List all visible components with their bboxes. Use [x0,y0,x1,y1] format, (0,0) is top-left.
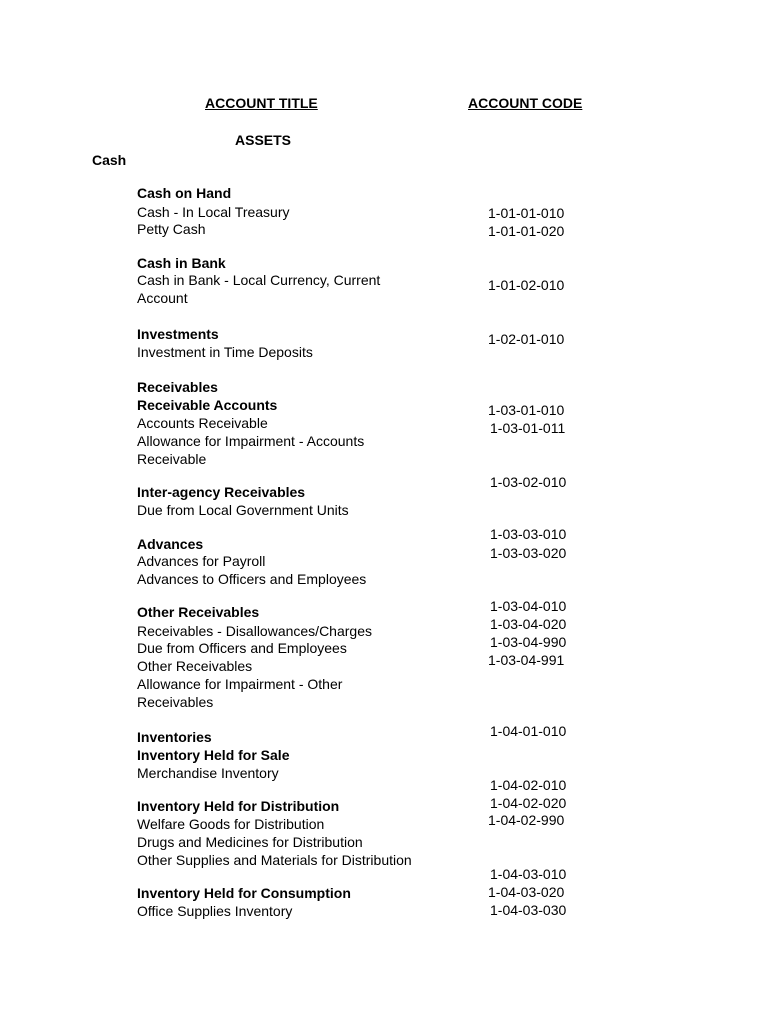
account-code: 1-03-01-010 [488,402,565,418]
account-code: 1-04-01-010 [490,723,567,739]
account-title: Advances for Payroll [137,553,266,569]
group-heading: Inventory Held for Consumption [137,885,351,901]
account-title: Investment in Time Deposits [137,344,313,360]
assets-heading: ASSETS [235,132,292,148]
group-heading: Investments [137,326,219,342]
account-code: 1-01-01-020 [488,223,565,239]
account-title: Other Supplies and Materials for Distribution [137,852,412,868]
group-heading: Receivable Accounts [137,397,278,413]
account-title: Cash - In Local Treasury [137,204,290,220]
account-title: Due from Local Government Units [137,502,349,518]
account-title: Other Receivables [137,658,253,674]
account-code: 1-04-02-010 [490,777,567,793]
account-code: 1-03-02-010 [490,474,567,490]
account-code: 1-03-04-990 [490,634,567,650]
account-code: 1-01-01-010 [488,205,565,221]
account-code: 1-04-03-010 [490,866,567,882]
account-title: Receivables [137,694,214,710]
account-code-header: ACCOUNT CODE [468,95,583,111]
account-code: 1-03-03-010 [490,526,567,542]
account-title: Allowance for Impairment - Other [137,676,343,692]
account-title: Allowance for Impairment - Accounts [137,433,365,449]
account-code: 1-03-04-010 [490,598,567,614]
group-heading: Cash in Bank [137,255,226,271]
group-heading: Other Receivables [137,604,260,620]
account-title: Advances to Officers and Employees [137,571,367,587]
account-title: Receivables - Disallowances/Charges [137,623,372,639]
group-heading: Receivables [137,379,218,395]
account-title: Accounts Receivable [137,415,268,431]
account-title: Account [137,290,188,306]
cash-heading: Cash [92,152,127,168]
account-code: 1-03-03-020 [490,545,567,561]
account-title: Drugs and Medicines for Distribution [137,834,363,850]
account-code: 1-04-03-030 [490,902,567,918]
account-title: Cash in Bank - Local Currency, Current [137,272,381,288]
account-title: Due from Officers and Employees [137,640,347,656]
account-title: Welfare Goods for Distribution [137,816,325,832]
group-heading: Cash on Hand [137,185,232,201]
group-heading: Inter-agency Receivables [137,484,306,500]
account-code: 1-04-02-990 [488,812,565,828]
account-title-header: ACCOUNT TITLE [205,95,318,111]
account-code: 1-03-01-011 [490,420,566,436]
group-heading: Advances [137,536,204,552]
group-heading: Inventory Held for Distribution [137,798,340,814]
account-code: 1-04-03-020 [488,884,565,900]
account-title: Receivable [137,451,207,467]
account-code: 1-03-04-020 [490,616,567,632]
account-title: Office Supplies Inventory [137,903,293,919]
account-title: Merchandise Inventory [137,765,279,781]
account-title: Petty Cash [137,221,206,237]
group-heading: Inventories [137,729,212,745]
account-code: 1-03-04-991 [488,652,565,668]
account-code: 1-02-01-010 [488,331,565,347]
account-code: 1-01-02-010 [488,277,565,293]
account-code: 1-04-02-020 [490,795,567,811]
group-heading: Inventory Held for Sale [137,747,290,763]
